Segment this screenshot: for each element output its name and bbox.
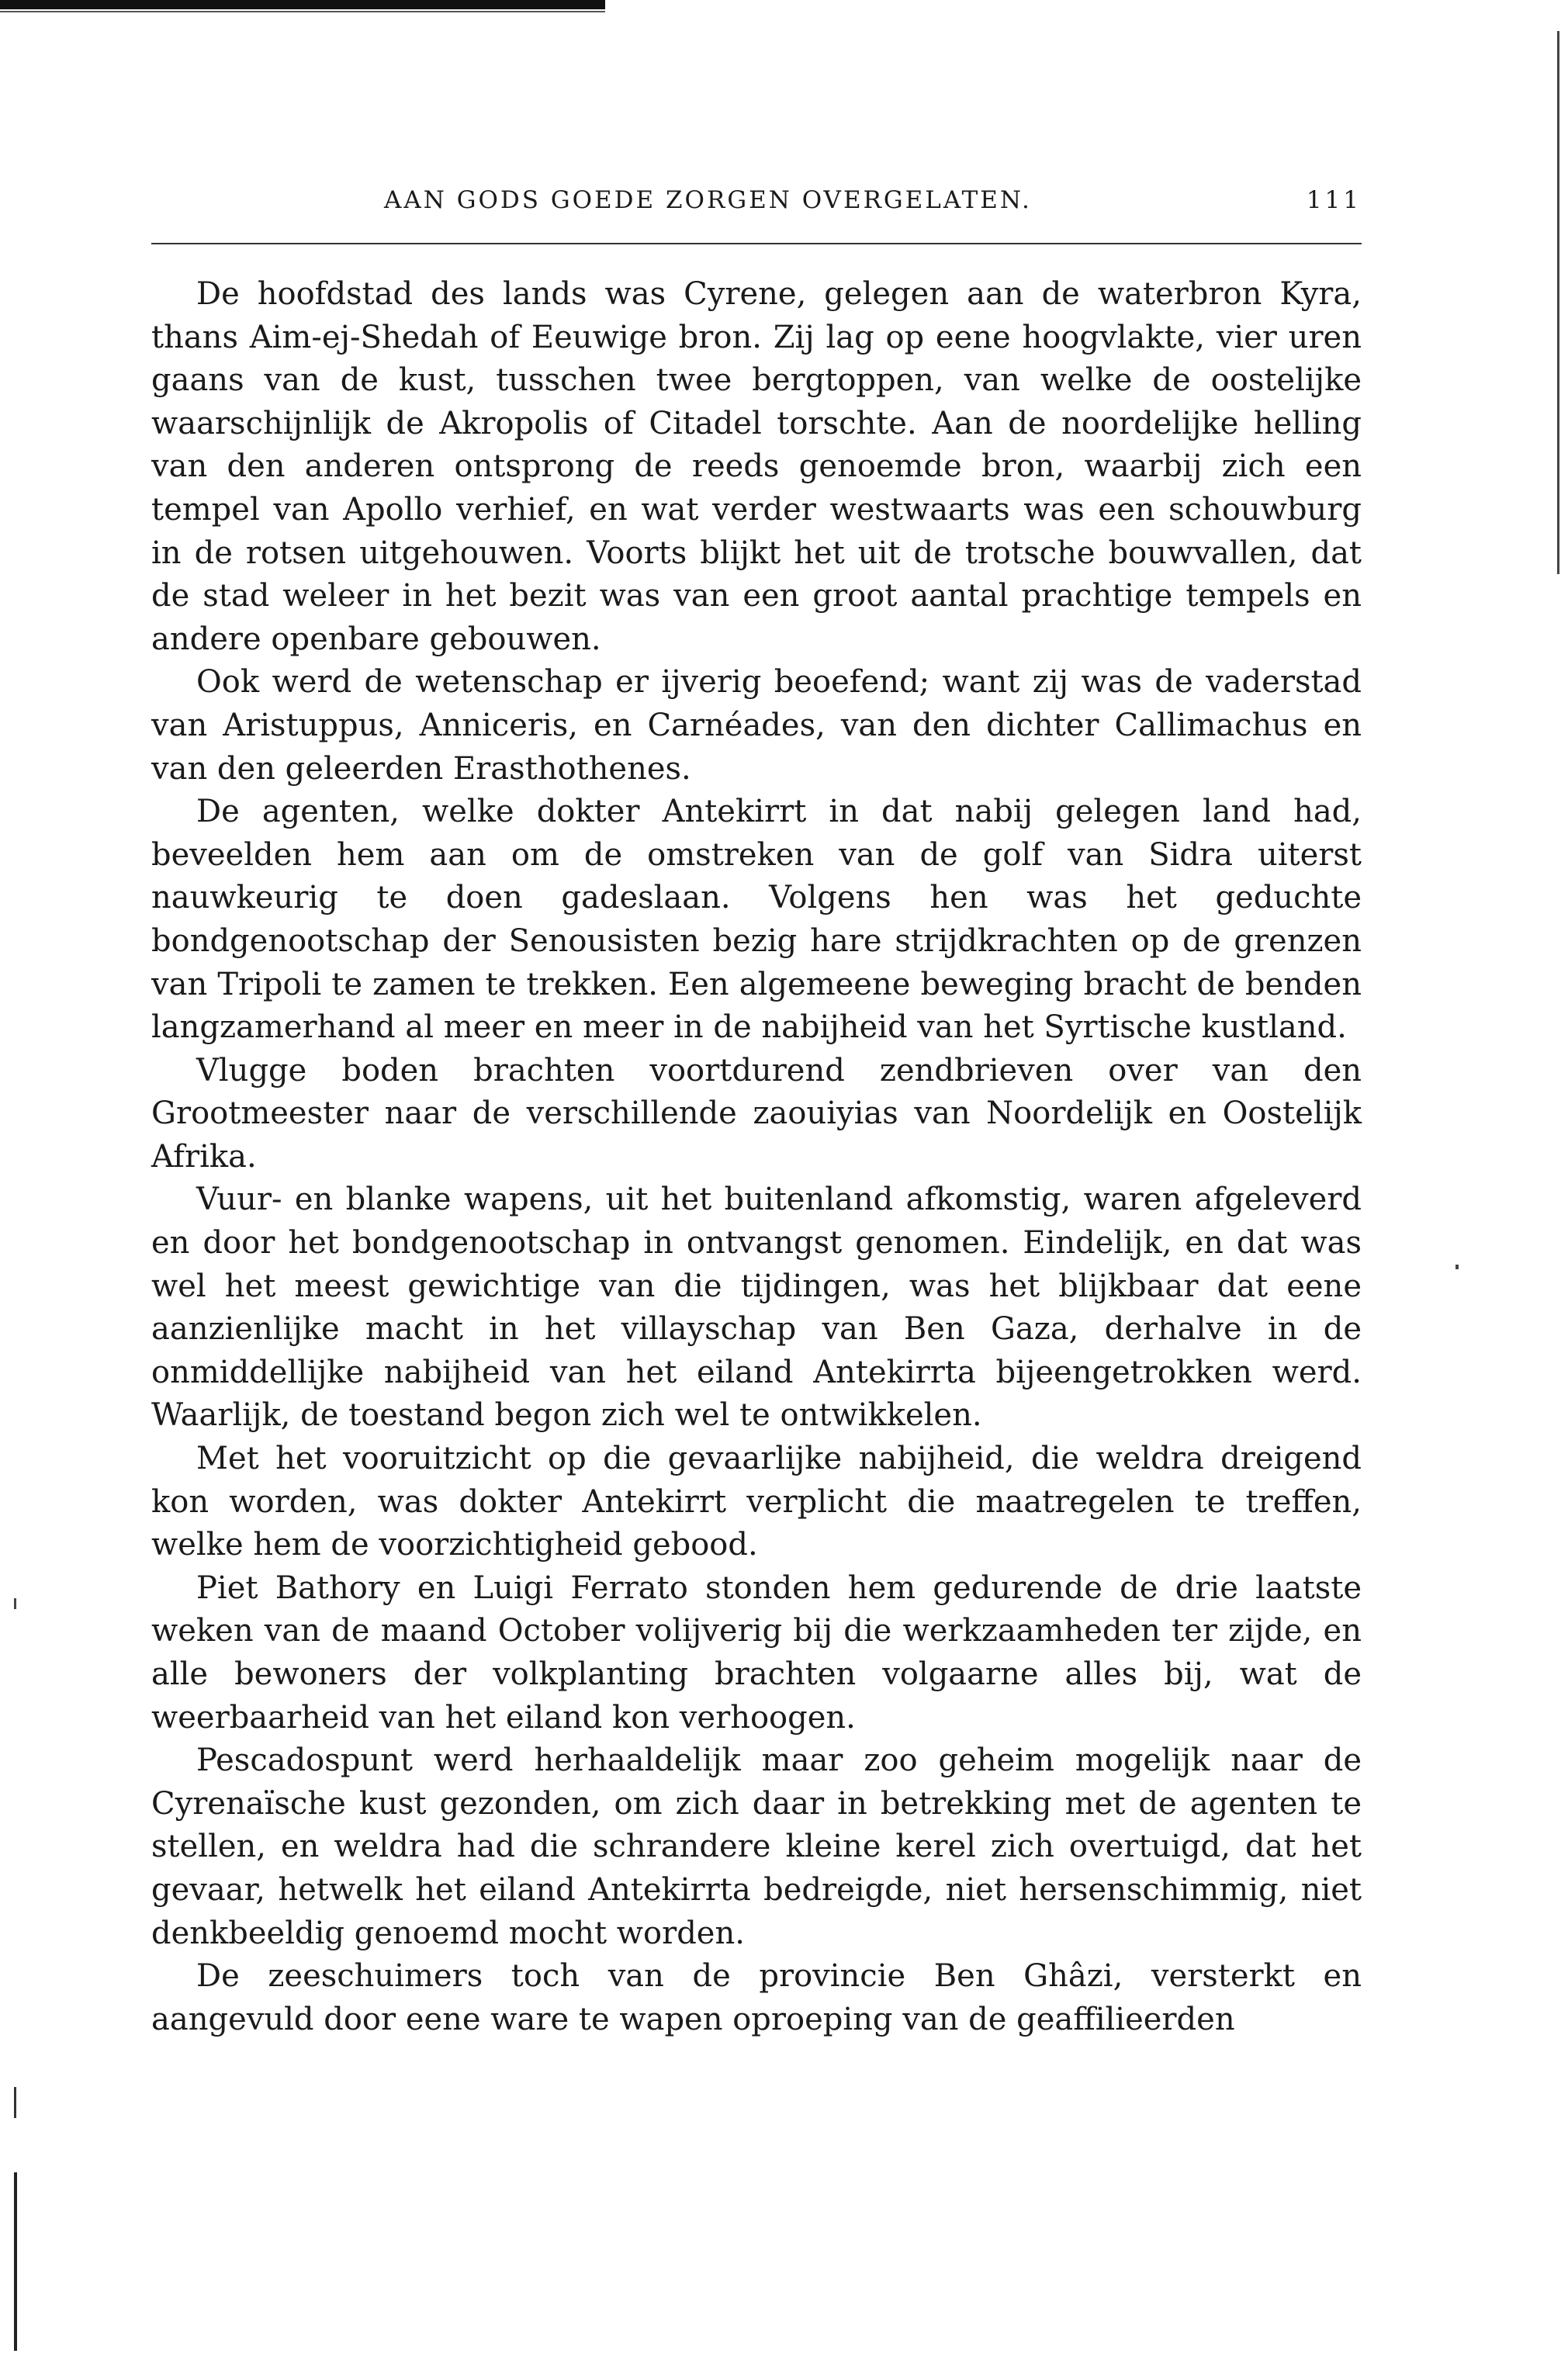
scan-speck (14, 1598, 16, 1609)
scan-edge-line (1557, 31, 1559, 574)
scan-edge-rule (0, 11, 605, 12)
paragraph: Ook werd de wetenschap er ijverig beoefend; want zij was de vaderstad van Aristuppus, Anniceris, en Carnéades, van den dichter Callimachus en van den geleerden Erasthothenes. (151, 664, 1362, 787)
paragraph: Piet Bathory en Luigi Ferrato stonden hem gedurende de drie laatste weken van de maand October volijverig bij die werkzaamheden ter zijde, en alle bewoners der volkplanting brachten volgaarne alles bij, wat de weerbaarheid van het eiland kon verhoogen. (151, 1570, 1362, 1736)
scan-edge-mark (14, 2172, 17, 2351)
running-title: AAN GODS GOEDE ZORGEN OVERGELATEN. (384, 186, 1032, 214)
page-number: 111 (1306, 186, 1362, 214)
body-text (151, 273, 1362, 2041)
scan-edge-bar (0, 0, 605, 9)
paragraph: Met het vooruitzicht op die gevaarlijke nabijheid, die weldra dreigend kon worden, was dokter Antekirrt verplicht die maatregelen te treffen, welke hem de voorzichtigheid gebood. (151, 1441, 1362, 1563)
paragraph: De agenten, welke dokter Antekirrt in dat nabij gelegen land had, beveelden hem aan om de omstreken van de golf van Sidra uiterst nauwkeurig te doen gadeslaan. Volgens hen was het geduchte bondgenootschap der Senousisten bezig hare strijdkrachten op de grenzen van Tripoli te zamen te trekken. Een algemeene beweging bracht de benden langzamerhand al meer en meer in de nabijheid van het Syrtische kustland. (151, 794, 1362, 1046)
running-head (151, 177, 1362, 223)
paragraph: Vlugge boden brachten voortdurend zendbrieven over van den Grootmeester naar de verschillende zaouiyias van Noordelijk en Oostelijk Afrika. (151, 1052, 1362, 1175)
header-rule (151, 243, 1362, 244)
paragraph: Pescadospunt werd herhaaldelijk maar zoo geheim mogelijk naar de Cyrenaïsche kust gezonden, om zich daar in betrekking met de agenten te stellen, en weldra had die schrandere kleine kerel zich overtuigd, dat het gevaar, hetwelk het eiland Antekirrta bedreigde, niet hersenschimmig, niet denkbeeldig genoemd mocht worden. (151, 1743, 1362, 1951)
paragraph: Vuur- en blanke wapens, uit het buitenland afkomstig, waren afgeleverd en door het bondgenootschap in ontvangst genomen. Eindelijk, en dat was wel het meest gewichtige van die tijdingen, was het blijkbaar dat eene aanzienlijke macht in het villayschap van Ben Gaza, derhalve in de onmiddellijke nabijheid van het eiland Antekirrta bijeengetrokken werd. Waarlijk, de toestand begon zich wel te ontwikkelen. (151, 1182, 1362, 1434)
scan-edge-mark (14, 2087, 16, 2118)
paragraph: De hoofdstad des lands was Cyrene, gelegen aan de waterbron Kyra, thans Aim-ej-Shedah of Eeuwige bron. Zij lag op eene hoogvlakte, vier uren gaans van de kust, tusschen twee bergtoppen, van welke de oostelijke waarschijnlijk de Akropolis of Citadel torschte. Aan de noordelijke helling van den anderen ontsprong de reeds genoemde bron, waarbij zich een tempel van Apollo verhief, en wat verder westwaarts was een schouwburg in de rotsen uitgehouwen. Voorts blijkt het uit de trotsche bouwvallen, dat de stad weleer in het bezit was van een groot aantal prachtige tempels en andere openbare gebouwen. (151, 276, 1362, 657)
paragraph: De zeeschuimers toch van de provincie Ben Ghâzi, versterkt en aangevuld door eene ware te wapen oproeping van de geaffilieerden (151, 1958, 1362, 2037)
scan-speck (1456, 1265, 1459, 1269)
